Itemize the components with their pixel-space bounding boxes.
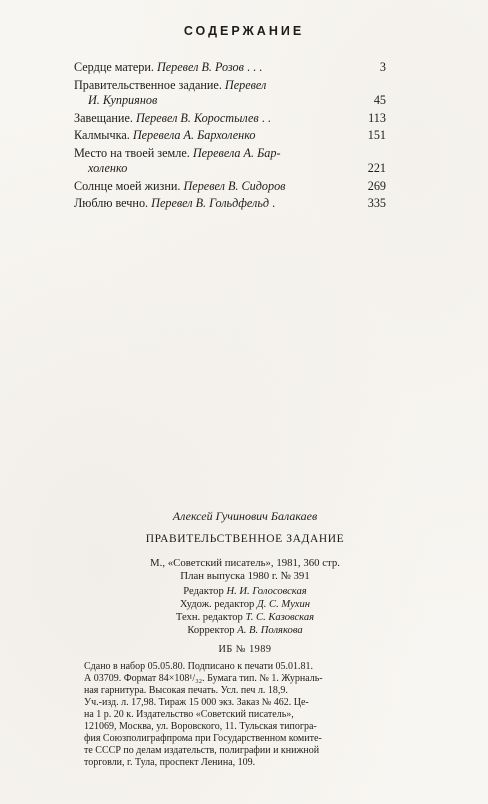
toc-entry: [74, 78, 386, 109]
toc-entry: [74, 146, 386, 177]
toc-entry-title: Люблю вечно.: [74, 196, 149, 210]
credit-name: Н. И. Голосовская: [226, 586, 307, 597]
toc-entry-title: Солнце моей жизни.: [74, 178, 181, 193]
credit-name: Д. С. Мухин: [257, 599, 311, 610]
tech-line: те СССР по делам издательств, полиграфии и книжной: [84, 745, 320, 756]
toc-entry-page: 45: [373, 93, 386, 107]
toc-entry-title: Место на твоей земле.: [74, 145, 190, 160]
imprint-credits: [70, 585, 420, 637]
toc-entry-dots: . . .: [246, 60, 263, 74]
tech-line: фия Союзполиграфпрома при Государственном комите-: [84, 733, 322, 744]
credit-line: [70, 598, 420, 611]
toc-entry-translator: Перевел В. Сидоров: [183, 178, 286, 193]
tech-line: А 03709. Формат 84×108¹/₃₂. Бумага тип. № 1. Журналь-: [84, 673, 323, 684]
toc-entry-page: 151: [367, 128, 386, 142]
credit-role: Редактор: [183, 586, 224, 597]
toc-entry-translator: Перевел: [224, 77, 267, 92]
credit-line: [70, 611, 420, 624]
toc-entry-title: Сердце матери.: [74, 60, 154, 74]
toc-entry: [74, 179, 386, 195]
credit-name: Т. С. Казовская: [245, 612, 315, 623]
imprint-publisher-line: М., «Советский писатель», 1981, 360 стр.: [150, 557, 340, 569]
toc-entry-translator-cont: холенко: [88, 161, 128, 175]
imprint-technical-data: [84, 661, 414, 769]
tech-line: Уч.-изд. л. 17,98. Тираж 15 000 экз. Заказ № 462. Це-: [84, 697, 309, 708]
credit-role: Худож. редактор: [179, 599, 255, 610]
imprint-plan-line: План выпуска 1980 г. № 391: [180, 570, 310, 582]
toc-heading: СОДЕРЖАНИЕ: [183, 24, 305, 38]
toc-entry-page: 335: [367, 196, 386, 210]
toc-entry-dots: .: [272, 196, 276, 210]
toc-entry-title: Правительственное задание.: [74, 77, 222, 92]
toc-entry-translator: Перевел В. Коростылев: [135, 110, 259, 125]
toc-entry-title: Завещание.: [74, 110, 133, 125]
imprint-book-title: ПРАВИТЕЛЬСТВЕННОЕ ЗАДАНИЕ: [145, 533, 345, 545]
toc-entry: [74, 111, 386, 127]
table-of-contents: [74, 60, 386, 214]
credit-role: Техн. редактор: [175, 612, 243, 623]
tech-line: 121069, Москва, ул. Воровского, 11. Тульская типогра-: [84, 721, 317, 732]
toc-entry-translator: Перевел В. Гольдфельд: [151, 196, 270, 210]
toc-entry-translator: Перевела А. Бархоленко: [132, 128, 256, 142]
toc-entry-translator: Перевел В. Розов: [156, 60, 244, 74]
toc-entry-title: Калмычка.: [74, 128, 130, 142]
credit-line: [70, 624, 420, 637]
tech-line: ная гарнитура. Высокая печать. Усл. печ л. 18,9.: [84, 685, 288, 696]
toc-entry-page: 3: [379, 60, 386, 74]
toc-entry-translator: Перевела А. Бар-: [192, 145, 281, 160]
credit-line: [70, 585, 420, 598]
tech-line: Сдано в набор 05.05.80. Подписано к печати 05.01.81.: [84, 661, 314, 672]
credit-role: Корректор: [187, 625, 235, 636]
tech-line: на 1 р. 20 к. Издательство «Советский писатель»,: [84, 709, 294, 720]
imprint-author: Алексей Гучинович Балакаев: [172, 509, 318, 523]
toc-entry-page: 269: [367, 178, 386, 193]
toc-entry: [74, 128, 386, 144]
imprint: [70, 510, 420, 769]
imprint-ib-number: ИБ № 1989: [218, 644, 272, 655]
toc-entry-dots: . .: [261, 110, 271, 125]
credit-name: А. В. Полякова: [237, 625, 303, 636]
toc-entry: [74, 60, 386, 76]
toc-entry-page: 113: [368, 110, 386, 125]
toc-entry-page: 221: [367, 161, 386, 175]
toc-entry-translator-cont: И. Куприянов: [88, 93, 158, 107]
tech-line: торговли, г. Тула, проспект Ленина, 109.: [84, 757, 256, 768]
toc-entry: [74, 196, 386, 212]
